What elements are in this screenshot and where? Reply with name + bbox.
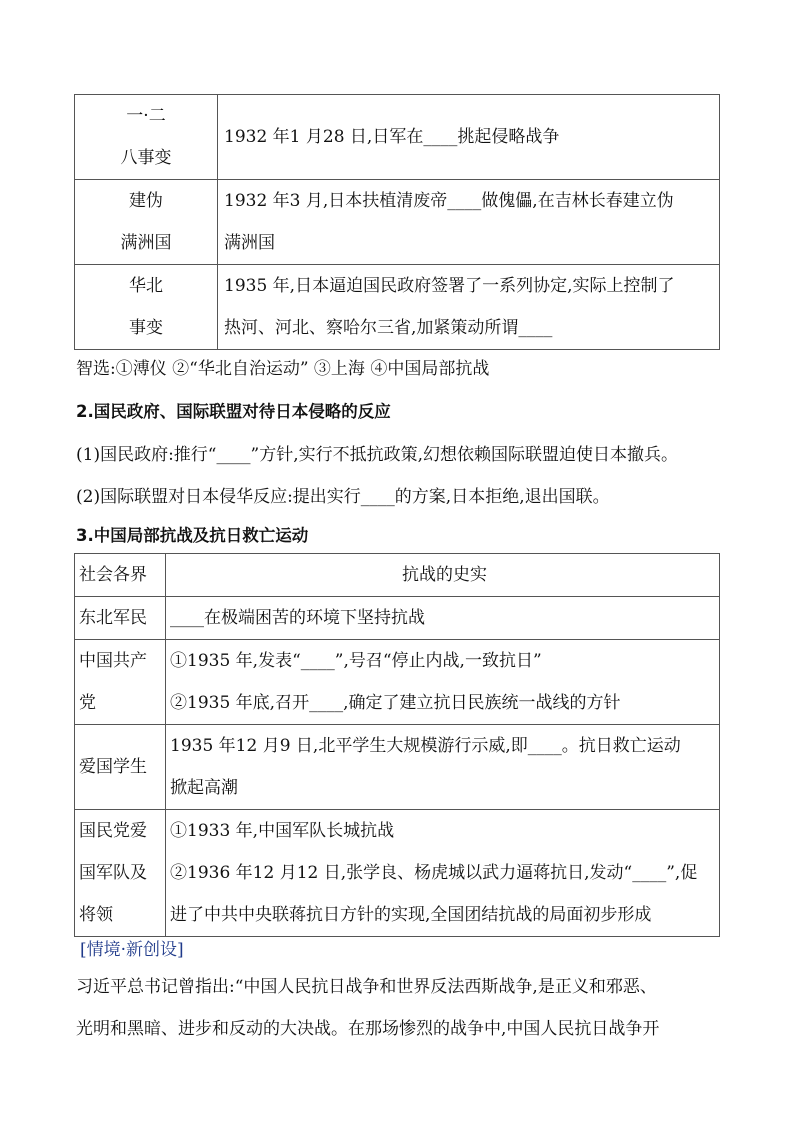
fact-line: 进了中共中央联蒋抗日方针的实现,全国团结抗战的局面初步形成 <box>170 905 652 925</box>
table-row <box>75 640 720 725</box>
event-name-line: 一·二 <box>126 106 166 126</box>
group-line: 中国共产 <box>79 651 147 671</box>
table-row <box>75 597 720 640</box>
event-name-line: 华北 <box>129 276 163 296</box>
table-row <box>75 810 720 937</box>
event-name-line: 建伪 <box>129 191 163 211</box>
table-row <box>75 265 720 350</box>
event-name-line: 八事变 <box>120 148 172 168</box>
section3-title: 3.中国局部抗战及抗日救亡运动 <box>76 526 309 545</box>
group-line: 党 <box>79 693 96 713</box>
table-row <box>75 180 720 265</box>
fact-cell <box>166 725 720 810</box>
fact-cell <box>166 810 720 937</box>
column-header: 社会各界 <box>75 554 166 597</box>
group-cell <box>75 810 166 937</box>
event-detail-cell <box>218 180 720 265</box>
event-name-cell <box>75 265 218 350</box>
fact-line: ①1935 年,发表“____”,号召“停止内战,一致抗日” <box>170 651 542 671</box>
fact-line: 掀起高潮 <box>170 778 238 798</box>
context-line: 习近平总书记曾指出:“中国人民抗日战争和世界反法西斯战争,是正义和邪恶、 <box>76 977 657 997</box>
fact-cell <box>166 640 720 725</box>
context-label: [情境·新创设] <box>80 940 184 960</box>
event-detail-line: 1932 年1 月28 日,日军在____挑起侵略战争 <box>224 127 560 147</box>
fact-line: ____在极端困苦的环境下坚持抗战 <box>170 608 425 628</box>
fact-line: ①1933 年,中国军队长城抗战 <box>170 821 395 841</box>
context-line: 光明和黑暗、进步和反动的大决战。在那场惨烈的战争中,中国人民抗日战争开 <box>76 1019 660 1039</box>
table-row <box>75 725 720 810</box>
table-header-row <box>75 554 720 597</box>
group-line: 将领 <box>79 905 113 925</box>
resistance-table <box>74 553 720 937</box>
event-detail-line: 满洲国 <box>224 233 275 253</box>
section2-item: (2)国际联盟对日本侵华反应:提出实行____的方案,日本拒绝,退出国联。 <box>76 487 610 507</box>
group-line: 国民党爱 <box>79 821 147 841</box>
event-detail-line: 热河、河北、察哈尔三省,加紧策动所谓____ <box>224 318 553 338</box>
events-table <box>74 94 720 350</box>
fact-line: ②1936 年12 月12 日,张学良、杨虎城以武力逼蒋抗日,发动“____”,促 <box>170 863 698 883</box>
event-detail-cell <box>218 265 720 350</box>
event-name-cell <box>75 180 218 265</box>
event-detail-line: 1935 年,日本逼迫国民政府签署了一系列协定,实际上控制了 <box>224 276 675 296</box>
event-name-line: 事变 <box>129 318 163 338</box>
answer-options: 智选:①溥仪 ②“华北自治运动” ③上海 ④中国局部抗战 <box>76 359 490 379</box>
context-paragraph <box>76 966 722 1050</box>
group-line: 爱国学生 <box>79 757 147 777</box>
group-line: 东北军民 <box>79 608 147 628</box>
fact-line: ②1935 年底,召开____,确定了建立抗日民族统一战线的方针 <box>170 693 621 713</box>
event-name-cell <box>75 95 218 180</box>
group-cell <box>75 597 166 640</box>
section2-title: 2.国民政府、国际联盟对待日本侵略的反应 <box>76 402 391 421</box>
fact-cell <box>166 597 720 640</box>
column-header: 抗战的史实 <box>166 554 720 597</box>
group-cell <box>75 640 166 725</box>
event-detail-line: 1932 年3 月,日本扶植清废帝____做傀儡,在吉林长春建立伪 <box>224 191 674 211</box>
event-detail-cell <box>218 95 720 180</box>
section2-item: (1)国民政府:推行“____”方针,实行不抵抗政策,幻想依赖国际联盟迫使日本撤兵。 <box>76 445 678 465</box>
group-cell <box>75 725 166 810</box>
table-row <box>75 95 720 180</box>
fact-line: 1935 年12 月9 日,北平学生大规模游行示威,即____。抗日救亡运动 <box>170 736 681 756</box>
group-line: 国军队及 <box>79 863 147 883</box>
event-name-line: 满洲国 <box>120 233 172 253</box>
